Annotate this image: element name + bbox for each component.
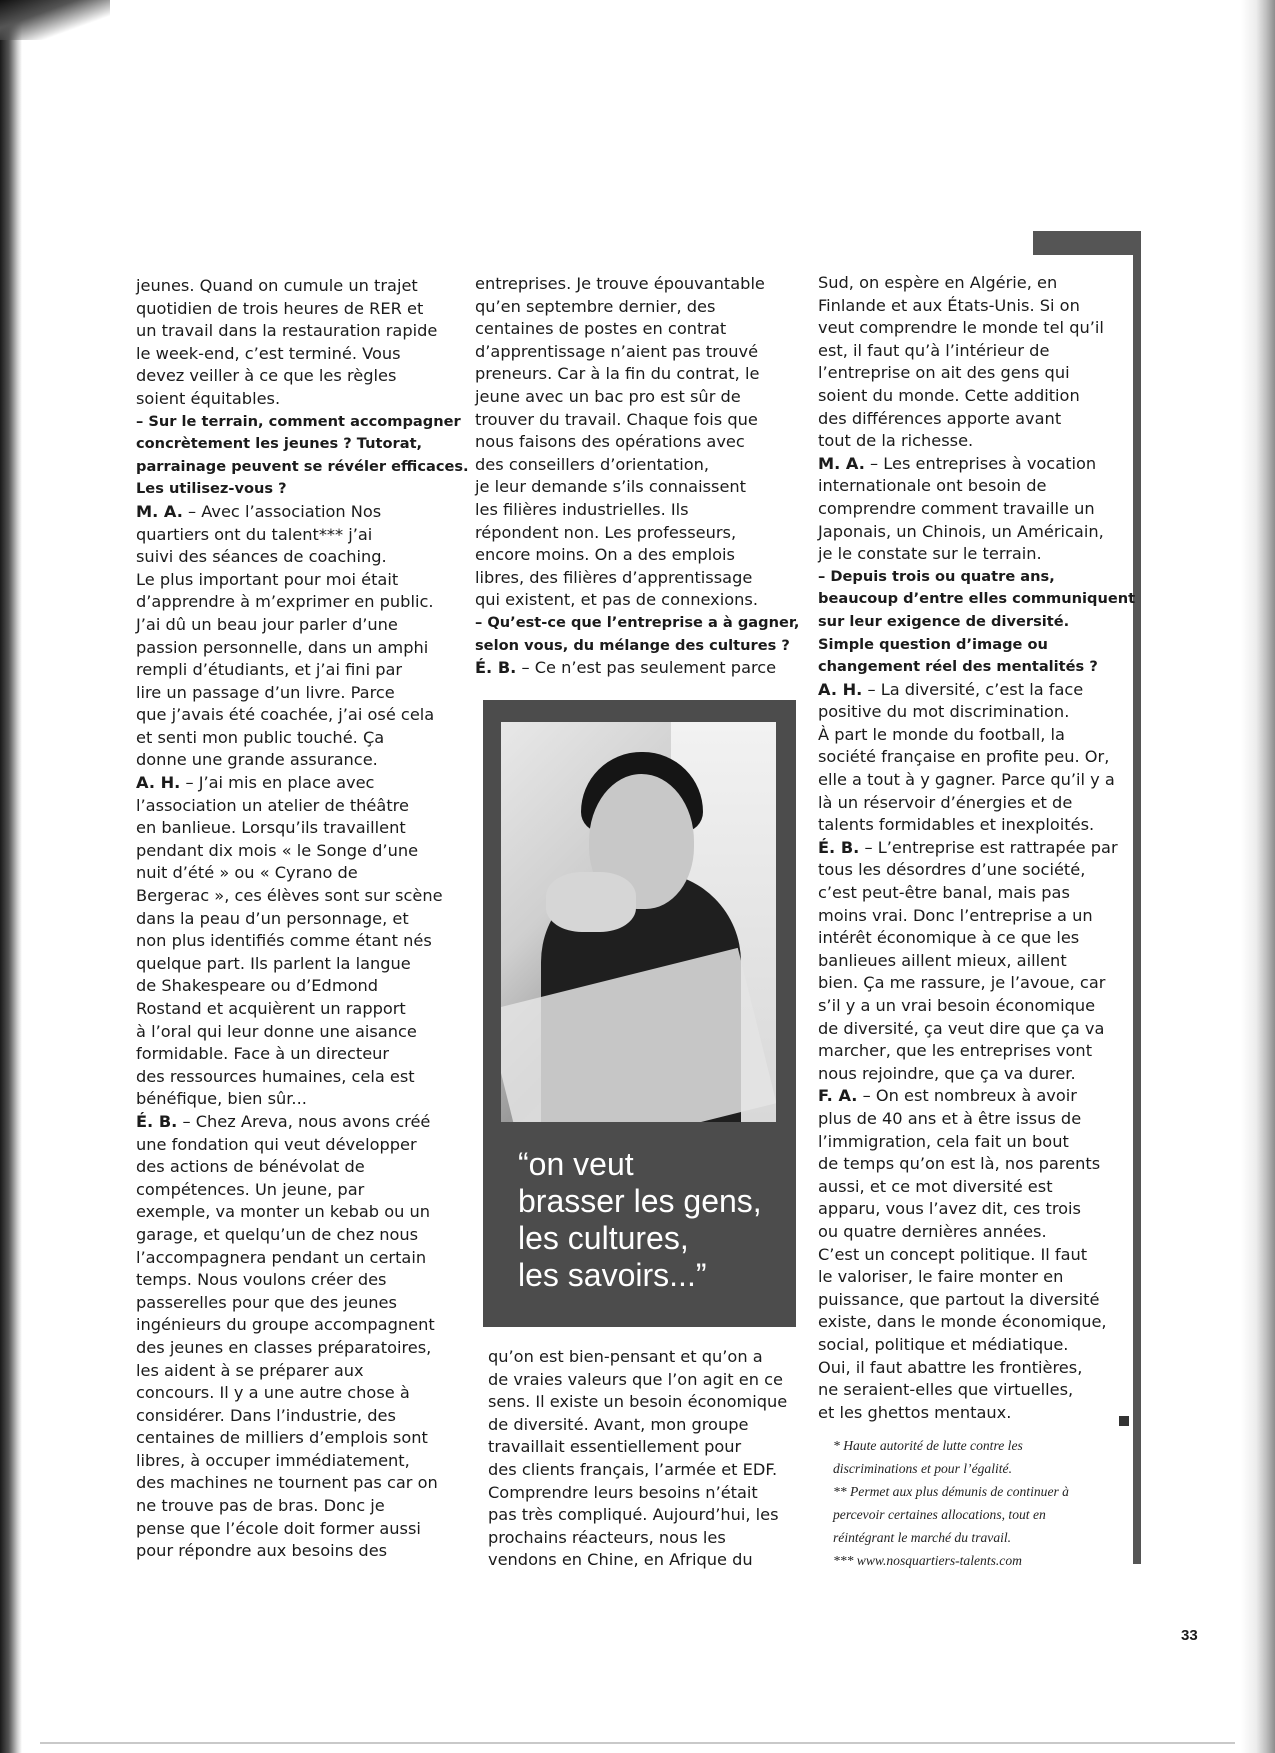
text-line: devez veiller à ce que les règles xyxy=(136,366,397,386)
text-line: centaines de milliers d’emplois sont xyxy=(136,1428,428,1448)
text-line: le week-end, c’est terminé. Vous xyxy=(136,343,401,363)
text-line: des actions de bénévolat de xyxy=(136,1157,365,1177)
text-line: ingénieurs du groupe accompagnent xyxy=(136,1315,435,1335)
text-line: l’immigration, cela fait un bout xyxy=(818,1131,1069,1151)
speaker-line xyxy=(818,837,1138,860)
text-column-1 xyxy=(136,275,469,1563)
text-line: jeune avec un bac pro est sûr de xyxy=(475,386,741,406)
text-line: de temps qu’on est là, nos parents xyxy=(818,1154,1101,1174)
scan-edge-left xyxy=(0,0,22,1753)
speaker-text: – La diversité, c’est la face xyxy=(862,679,1084,699)
text-line: lire un passage d’un livre. Parce xyxy=(136,682,395,702)
text-line: elle a tout à y gagner. Parce qu’il y a xyxy=(818,770,1115,790)
text-line: veut comprendre le monde tel qu’il xyxy=(818,318,1104,338)
text-line: des machines ne tournent pas car on xyxy=(136,1473,438,1493)
text-line: centaines de postes en contrat xyxy=(475,319,727,339)
end-of-article-mark xyxy=(1119,1416,1129,1426)
text-line: encore moins. On a des emplois xyxy=(475,545,735,565)
text-line: soient équitables. xyxy=(136,388,281,408)
text-line: à l’oral qui leur donne une aisance xyxy=(136,1021,417,1041)
speaker-line xyxy=(136,772,456,795)
speaker-line xyxy=(136,501,456,524)
text-line: pense que l’école doit former aussi xyxy=(136,1518,421,1538)
pull-quote-line: “on veut xyxy=(518,1146,634,1182)
speaker-text: – Chez Areva, nous avons créé xyxy=(177,1111,431,1131)
text-line: Comprendre leurs besoins n’était xyxy=(488,1482,758,1502)
text-line: positive du mot discrimination. xyxy=(818,702,1070,722)
interview-question-line: – Sur le terrain, comment accompagner xyxy=(136,412,461,430)
interview-question-line: – Qu’est-ce que l’entreprise a à gagner, xyxy=(475,613,800,631)
text-line: de diversité. Avant, mon groupe xyxy=(488,1414,749,1434)
text-line: concours. Il y a une autre chose à xyxy=(136,1383,410,1403)
text-line: c’est peut-être banal, mais pas xyxy=(818,883,1070,903)
text-line: Rostand et acquièrent un rapport xyxy=(136,999,406,1018)
interview-question-line: – Depuis trois ou quatre ans, xyxy=(818,567,1055,585)
text-line: pendant dix mois « le Songe d’une xyxy=(136,840,419,860)
text-line: nous faisons des opérations avec xyxy=(475,432,745,452)
text-line: preneurs. Car à la fin du contrat, le xyxy=(475,364,760,384)
text-line: C’est un concept politique. Il faut xyxy=(818,1244,1088,1264)
interview-question-line: beaucoup d’entre elles communiquent xyxy=(818,590,1136,608)
text-line: Bergerac », ces élèves sont sur scène xyxy=(136,886,443,906)
text-line: répondent non. Les professeurs, xyxy=(475,522,737,542)
text-line: des ressources humaines, cela est xyxy=(136,1066,415,1086)
text-line: talents formidables et inexploités. xyxy=(818,815,1095,835)
text-line: Japonais, un Chinois, un Américain, xyxy=(818,521,1104,541)
text-line: les aident à se préparer aux xyxy=(136,1360,364,1380)
interview-question-line: parrainage peuvent se révéler efficaces. xyxy=(136,457,469,475)
footnote-line: * Haute autorité de lutte contre les xyxy=(833,1438,1023,1453)
footnotes xyxy=(833,1434,1133,1572)
text-line: jeunes. Quand on cumule un trajet xyxy=(136,276,418,295)
pull-quote-line: les cultures, xyxy=(518,1220,689,1256)
text-line: trouver du travail. Chaque fois que xyxy=(475,409,758,429)
speaker-initials: É. B. xyxy=(136,1111,178,1131)
text-column-3 xyxy=(818,272,1138,1424)
speaker-line xyxy=(475,657,795,680)
text-line: libres, des filières d’apprentissage xyxy=(475,567,753,587)
text-line: sens. Il existe un besoin économique xyxy=(488,1392,788,1412)
scan-corner-shadow xyxy=(0,0,110,40)
text-line: Oui, il faut abattre les frontières, xyxy=(818,1357,1083,1377)
interview-question-line: concrètement les jeunes ? Tutorat, xyxy=(136,435,423,453)
text-line: non plus identifiés comme étant nés xyxy=(136,931,432,951)
text-line: suivi des séances de coaching. xyxy=(136,547,387,567)
text-line: moins vrai. Donc l’entreprise a un xyxy=(818,905,1093,925)
text-line: ne trouve pas de bras. Donc je xyxy=(136,1496,385,1516)
footnote-line: discriminations et pour l’égalité. xyxy=(833,1461,1012,1476)
speaker-line xyxy=(818,1085,1138,1108)
text-line: l’accompagnera pendant un certain xyxy=(136,1247,427,1267)
text-line: tous les désordres d’une société, xyxy=(818,860,1086,880)
text-line: apparu, vous l’avez dit, ces trois xyxy=(818,1199,1081,1219)
text-line: et les ghettos mentaux. xyxy=(818,1402,1012,1422)
text-line: internationale ont besoin de xyxy=(818,476,1047,496)
text-line: existe, dans le monde économique, xyxy=(818,1312,1107,1332)
text-line: social, politique et médiatique. xyxy=(818,1334,1069,1354)
text-line: libres, à occuper immédiatement, xyxy=(136,1450,410,1470)
text-line: considérer. Dans l’industrie, des xyxy=(136,1405,396,1425)
text-line: tout de la richesse. xyxy=(818,431,974,451)
photo-quote-box xyxy=(483,700,796,1327)
text-line: des différences apporte avant xyxy=(818,408,1062,428)
text-line: une fondation qui veut développer xyxy=(136,1134,417,1154)
text-line: l’association un atelier de théâtre xyxy=(136,795,409,815)
text-line: le valoriser, le faire monter en xyxy=(818,1267,1064,1287)
pull-quote-line: brasser les gens, xyxy=(518,1183,762,1219)
text-line: là un réservoir d’énergies et de xyxy=(818,792,1073,812)
text-line: puissance, que partout la diversité xyxy=(818,1289,1100,1309)
text-column-2-top xyxy=(475,273,800,680)
text-line: des conseillers d’orientation, xyxy=(475,454,710,474)
text-line: J’ai dû un beau jour parler d’une xyxy=(136,614,398,634)
text-line: société française en profite peu. Or, xyxy=(818,747,1110,767)
text-line: je le constate sur le terrain. xyxy=(818,544,1042,564)
speaker-text: – Avec l’association Nos xyxy=(182,501,382,521)
text-line: de vraies valeurs que l’on agit en ce xyxy=(488,1369,784,1389)
text-line: plus de 40 ans et à être issus de xyxy=(818,1108,1082,1128)
speaker-text: – On est nombreux à avoir xyxy=(857,1086,1077,1106)
interview-question-line: selon vous, du mélange des cultures ? xyxy=(475,636,790,654)
text-line: bénéfique, bien sûr... xyxy=(136,1089,307,1109)
text-line: Finlande et aux États-Unis. Si on xyxy=(818,295,1080,315)
scan-edge-bottom xyxy=(40,1742,1235,1744)
speaker-text: – Ce n’est pas seulement parce xyxy=(516,658,777,678)
text-column-2-bottom xyxy=(488,1346,808,1572)
text-line: À part le monde du football, la xyxy=(818,724,1065,744)
text-line: Sud, on espère en Algérie, en xyxy=(818,273,1058,292)
text-line: prochains réacteurs, nous les xyxy=(488,1527,726,1547)
text-line: banlieues aillent mieux, aillent xyxy=(818,950,1067,970)
speaker-line xyxy=(818,453,1138,476)
text-line: entreprises. Je trouve épouvantable xyxy=(475,274,765,293)
pull-quote xyxy=(518,1146,788,1294)
text-line: dans la peau d’un personnage, et xyxy=(136,908,409,928)
text-line: marcher, que les entreprises vont xyxy=(818,1041,1093,1061)
speaker-initials: A. H. xyxy=(136,773,181,793)
text-line: qui existent, et pas de connexions. xyxy=(475,590,758,610)
text-line: des clients français, l’armée et EDF. xyxy=(488,1459,778,1479)
text-line: rempli d’étudiants, et j’ai fini par xyxy=(136,660,403,680)
footnote-line: *** www.nosquartiers-talents.com xyxy=(833,1553,1022,1568)
speaker-text: – Les entreprises à vocation xyxy=(864,453,1097,473)
text-line: aussi, et ce mot diversité est xyxy=(818,1176,1053,1196)
text-line: Le plus important pour moi était xyxy=(136,569,399,589)
interview-question-line: sur leur exigence de diversité. xyxy=(818,612,1070,630)
speaker-initials: A. H. xyxy=(818,679,863,699)
text-line: s’il y a un vrai besoin économique xyxy=(818,996,1096,1015)
text-line: pas très compliqué. Aujourd’hui, les xyxy=(488,1505,779,1525)
text-line: exemple, va monter un kebab ou un xyxy=(136,1202,431,1222)
text-line: que j’avais été coachée, j’ai osé cela xyxy=(136,705,435,725)
page-number: 33 xyxy=(1181,1627,1198,1644)
speaker-initials: É. B. xyxy=(818,837,860,857)
text-line: de diversité, ça veut dire que ça va xyxy=(818,1018,1105,1038)
footnote-line: ** Permet aux plus démunis de continuer à xyxy=(833,1484,1069,1499)
text-line: en banlieue. Lorsqu’ils travaillent xyxy=(136,818,406,838)
speaker-text: – J’ai mis en place avec xyxy=(180,773,375,793)
interview-question-line: Simple question d’image ou xyxy=(818,635,1048,653)
text-line: est, il faut qu’à l’intérieur de xyxy=(818,340,1050,360)
speaker-initials: F. A. xyxy=(818,1086,858,1106)
text-line: nuit d’été » ou « Cyrano de xyxy=(136,863,358,883)
text-line: bien. Ça me rassure, je l’avoue, car xyxy=(818,973,1106,993)
text-line: quelque part. Ils parlent la langue xyxy=(136,953,411,973)
accent-bar-top xyxy=(1033,231,1141,255)
text-line: des jeunes en classes préparatoires, xyxy=(136,1337,432,1357)
text-line: ne seraient-elles que virtuelles, xyxy=(818,1380,1074,1400)
text-line: l’entreprise on ait des gens qui xyxy=(818,363,1070,383)
speaker-initials: M. A. xyxy=(136,501,183,521)
text-line: passerelles pour que des jeunes xyxy=(136,1292,397,1312)
text-line: garage, et quelqu’un de chez nous xyxy=(136,1224,419,1244)
portrait-photo xyxy=(501,722,776,1122)
text-line: qu’on est bien-pensant et qu’on a xyxy=(488,1347,763,1366)
text-line: je leur demande s’ils connaissent xyxy=(475,477,747,497)
text-line: quotidien de trois heures de RER et xyxy=(136,298,424,318)
text-line: un travail dans la restauration rapide xyxy=(136,321,438,341)
text-line: pour répondre aux besoins des xyxy=(136,1541,388,1561)
scan-edge-right xyxy=(1241,0,1275,1753)
text-line: d’apprentissage n’aient pas trouvé xyxy=(475,341,759,361)
text-line: travaillait essentiellement pour xyxy=(488,1437,742,1457)
speaker-initials: É. B. xyxy=(475,658,517,678)
text-line: donne une grande assurance. xyxy=(136,750,378,770)
text-line: intérêt économique à ce que les xyxy=(818,928,1080,948)
footnote-line: réintégrant le marché du travail. xyxy=(833,1530,1012,1545)
speaker-initials: M. A. xyxy=(818,453,865,473)
text-line: ou quatre dernières années. xyxy=(818,1221,1047,1241)
text-line: soient du monde. Cette addition xyxy=(818,385,1080,405)
speaker-line xyxy=(136,1111,456,1134)
text-line: passion personnelle, dans un amphi xyxy=(136,637,429,657)
speaker-text: – L’entreprise est rattrapée par xyxy=(859,837,1118,857)
text-line: de Shakespeare ou d’Edmond xyxy=(136,976,379,996)
text-line: d’apprendre à m’exprimer en public. xyxy=(136,592,434,612)
text-line: comprendre comment travaille un xyxy=(818,498,1095,518)
text-line: qu’en septembre dernier, des xyxy=(475,296,716,316)
text-line: vendons en Chine, en Afrique du xyxy=(488,1550,753,1570)
pull-quote-line: les savoirs...” xyxy=(518,1257,707,1293)
text-line: formidable. Face à un directeur xyxy=(136,1044,390,1064)
interview-question-line: changement réel des mentalités ? xyxy=(818,658,1098,676)
text-line: quartiers ont du talent*** j’ai xyxy=(136,524,373,544)
text-line: temps. Nous voulons créer des xyxy=(136,1270,387,1290)
footnote-line: percevoir certaines allocations, tout en xyxy=(833,1507,1046,1522)
text-line: compétences. Un jeune, par xyxy=(136,1179,365,1199)
text-line: et senti mon public touché. Ça xyxy=(136,727,385,747)
text-line: nous rejoindre, que ça va durer. xyxy=(818,1063,1076,1083)
speaker-line xyxy=(818,679,1138,702)
text-line: les filières industrielles. Ils xyxy=(475,499,689,519)
interview-question-line: Les utilisez-vous ? xyxy=(136,480,287,498)
